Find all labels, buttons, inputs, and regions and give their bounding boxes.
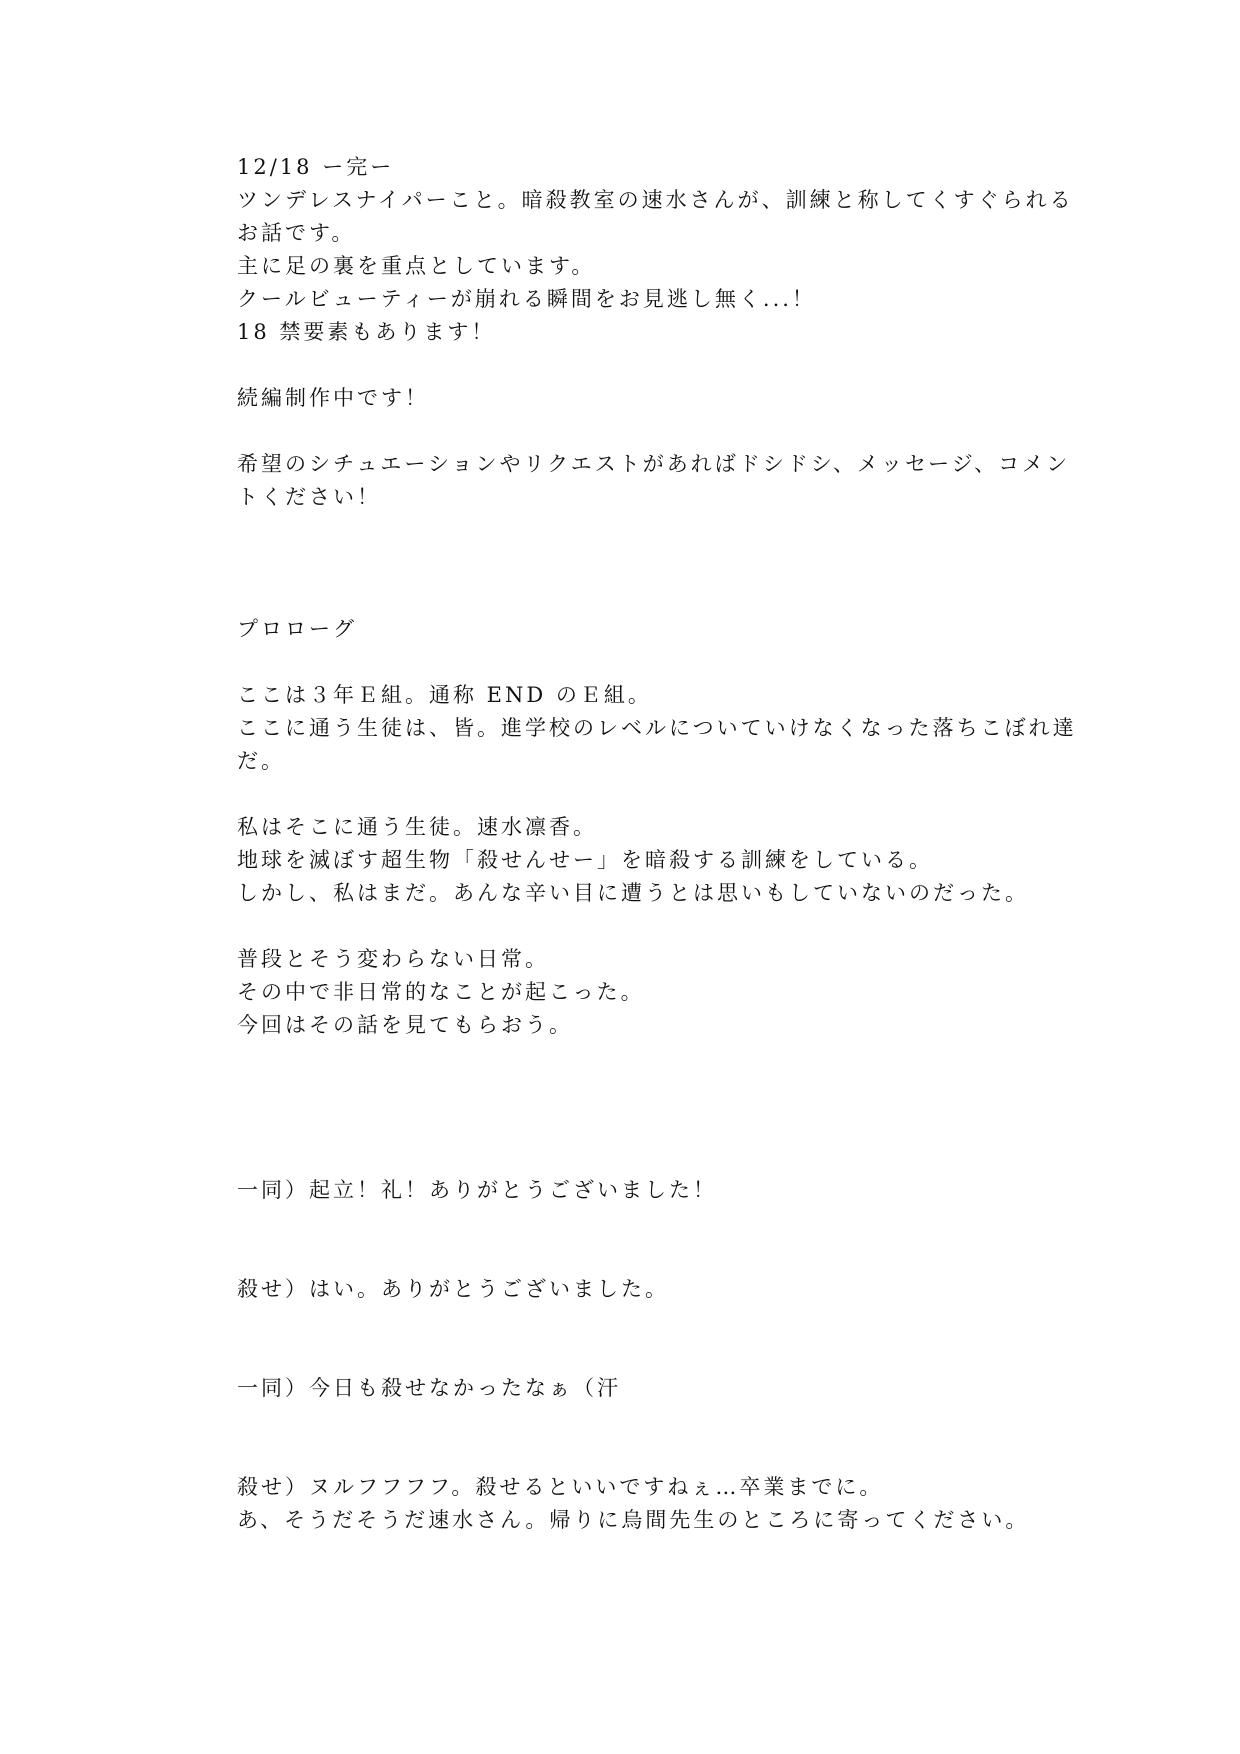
text-line: 今回はその話を見てもらおう。 bbox=[237, 1013, 573, 1037]
section-heading: プロローグ bbox=[237, 617, 357, 641]
text-line: ここに通う生徒は、皆。進学校のレベルについていけなくなった落ちこぼれ達 bbox=[237, 716, 1077, 740]
dialogue-line: あ、そうだそうだ速水さん。帰りに烏間先生のところに寄ってください。 bbox=[237, 1508, 1030, 1532]
text-line: 続編制作中です！ bbox=[237, 386, 429, 410]
text-line: 希望のシチュエーションやリクエストがあればドシドシ、メッセージ、コメン bbox=[237, 452, 1071, 476]
text-line: お話です。 bbox=[237, 221, 356, 245]
text-line: だ。 bbox=[237, 749, 285, 773]
text-line: ここは３年Ｅ組。通称 END のＥ組。 bbox=[237, 683, 652, 707]
text-line: 18 禁要素もあります！ bbox=[237, 320, 496, 344]
dialogue-line: 一同）起立！礼！ありがとうございました！ bbox=[237, 1178, 717, 1202]
dialogue-line: 殺せ）はい。ありがとうございました。 bbox=[237, 1277, 669, 1301]
text-line: 主に足の裏を重点としています。 bbox=[237, 254, 596, 278]
text-line: その中で非日常的なことが起こった。 bbox=[237, 980, 645, 1004]
text-line: トください！ bbox=[237, 485, 381, 509]
text-line: ツンデレスナイパーこと。暗殺教室の速水さんが、訓練と称してくすぐられる bbox=[237, 188, 1074, 212]
text-line: 12/18 ー完ー bbox=[237, 155, 395, 179]
dialogue-line: 一同）今日も殺せなかったなぁ（汗 bbox=[237, 1376, 621, 1400]
dialogue-line: 殺せ）ヌルフフフフ。殺せるといいですねぇ…卒業までに。 bbox=[237, 1475, 884, 1499]
text-line: 私はそこに通う生徒。速水凛香。 bbox=[237, 815, 597, 839]
text-line: しかし、私はまだ。あんな辛い目に遭うとは思いもしていないのだった。 bbox=[237, 881, 1029, 905]
text-line: 地球を滅ぼす超生物「殺せんせー」を暗殺する訓練をしている。 bbox=[237, 848, 933, 872]
text-line: 普段とそう変わらない日常。 bbox=[237, 947, 549, 971]
text-line: クールビューティーが崩れる瞬間をお見逃し無く...！ bbox=[237, 287, 816, 311]
